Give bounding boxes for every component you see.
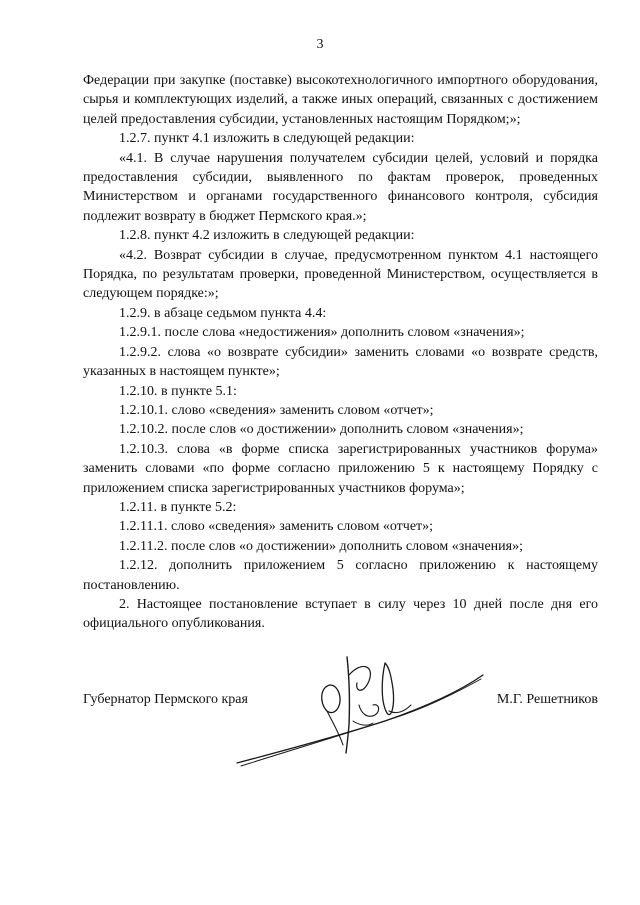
body-paragraph: 1.2.9.1. после слова «недостижения» дополнить словом «значения»; — [119, 325, 525, 341]
body-paragraph: 1.2.11.2. после слов «о достижении» дополнить словом «значения»; — [119, 538, 523, 554]
document-body — [83, 71, 598, 634]
signer-position: Губернатор Пермского края — [83, 692, 248, 707]
body-paragraph: 1.2.8. пункт 4.2 изложить в следующей редакции: — [119, 228, 415, 244]
body-paragraph: 2. Настоящее постановление вступает в силу через 10 дней после дня его официального опубликования. — [83, 596, 598, 632]
body-paragraph: 1.2.7. пункт 4.1 изложить в следующей редакции: — [119, 131, 415, 147]
body-paragraph: 1.2.10.1. слово «сведения» заменить словом «отчет»; — [119, 402, 434, 418]
body-paragraph: «4.2. Возврат субсидии в случае, предусмотренном пунктом 4.1 настоящего Порядка, по результатам проверки, проведенной Министерством, осуществляется в следующем порядке:»; — [83, 247, 598, 302]
body-paragraph: 1.2.10. в пункте 5.1: — [119, 383, 237, 399]
body-paragraph: Федерации при закупке (поставке) высокотехнологичного импортного оборудования, сырья и комплектующих изделий, а также иных операций, связанных с достижением целей предоставления субсидии, установленных настоящим Порядком;»; — [83, 73, 598, 127]
body-paragraph: 1.2.9. в абзаце седьмом пункта 4.4: — [119, 305, 327, 321]
body-paragraph: 1.2.9.2. слова «о возврате субсидии» заменить словами «о возврате средств, указанных в настоящем пункте»; — [83, 344, 598, 380]
body-paragraph: 1.2.11.1. слово «сведения» заменить словом «отчет»; — [119, 519, 434, 535]
body-paragraph: «4.1. В случае нарушения получателем субсидии целей, условий и порядка предоставления субсидии, выявленного по фактам проверок, проведенных Министерством и органами государственного финансового контроля, субсидия подлежит возврату в бюджет Пермского края.»; — [83, 150, 598, 224]
handwritten-signature — [235, 645, 485, 775]
body-paragraph: 1.2.12. дополнить приложением 5 согласно приложению к настоящему постановлению. — [83, 558, 598, 593]
body-paragraph: 1.2.11. в пункте 5.2: — [119, 499, 237, 515]
signer-name: М.Г. Решетников — [496, 692, 598, 707]
body-paragraph: 1.2.10.3. слова «в форме списка зарегистрированных участников форума» заменить словами «по форме согласно приложению 5 к настоящему Порядку с приложением списка зарегистрированных участников форума»; — [83, 441, 598, 496]
body-paragraph: 1.2.10.2. после слов «о достижении» дополнить словом «значения»; — [119, 422, 524, 438]
page-number: 3 — [316, 37, 324, 52]
